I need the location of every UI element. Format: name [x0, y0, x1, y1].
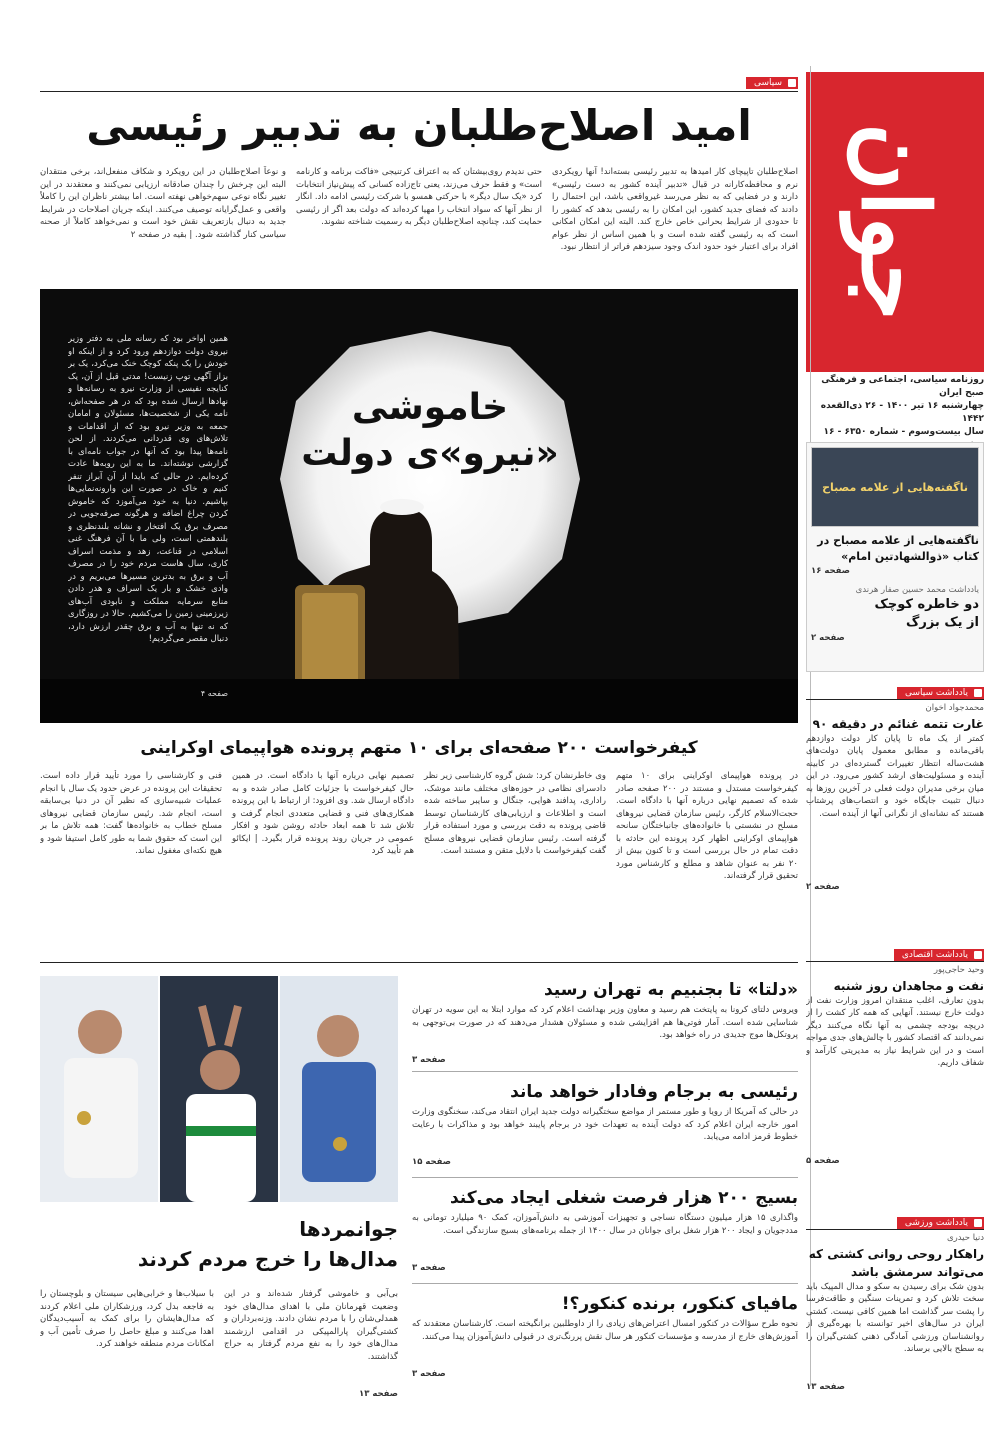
- economic-label: یادداشت اقتصادی: [894, 949, 984, 961]
- note-page: صفحه ۲: [811, 633, 845, 643]
- brief-page-ref: صفحه ۳: [412, 1055, 446, 1065]
- note-title-line: دو خاطره کوچک: [874, 597, 979, 612]
- sports-column: با سیلاب‌ها و خرابی‌هایی سیستان و بلوچستان را به فاجعه بدل کرد، ورزشکاران ملی اعلام کردند که مدال‌هایشان را برای کمک به آسیب‌دیدگان اهدا می‌کنند و مبلغ حاصل را صرف تأمین آب و امکانات مردم منطقه خواهند کرد.: [40, 1289, 214, 1349]
- brief-headline[interactable]: مافیای کنکور، برنده کنکور؟!: [561, 1294, 798, 1314]
- economic-text: بدون تعارف، اغلب منتقدان امروز وزارت نفت از دولت خارج نیستند. آنهایی که همه کار کشت را از دریچه بودجه چشمی به آنها نگاه می‌کنند دیگر نمی‌دانند که اقتصاد کشور با چالش‌های جدی مواجه است و در این شرایط نیاز به مدیریتی کارآمد و شفاف داریم.: [806, 995, 984, 1068]
- political-page: صفحه ۲: [806, 881, 840, 892]
- brief-text: در حالی که آمریکا از رویا و طور مستمر از مواضع سختگیرانه دولت جدید ایران انتقاد می‌کند، سخنگوی وزارت امور خارجه ایران اعلام کرد که دولت آینده به تعهدات خود در برجام پایبند خواهد بود و مذاکرات با رعایت خطوط قرمز ادامه می‌یابد.: [412, 1107, 798, 1142]
- book-cover-image: [811, 447, 979, 527]
- economic-note[interactable]: [806, 942, 984, 1167]
- ukraine-body: [40, 770, 798, 970]
- ukraine-story[interactable]: [40, 734, 798, 970]
- masthead-logo[interactable]: [806, 72, 984, 372]
- brief-headline[interactable]: رئیسی به برجام وفادار خواهد ماند: [510, 1082, 798, 1102]
- note-title-line: از یک بزرگ: [906, 615, 979, 630]
- economic-author: وحید حاجی‌پور: [933, 965, 984, 975]
- horizontal-divider: [40, 962, 798, 963]
- political-text: کمتر از یک ماه تا پایان کار دولت دوازدهم باقی‌مانده و مطابق معمول پایان دولت‌های هشت‌ساله انتظار تغییرات گسترده‌ای در کابینه آینده و مسئولیت‌های ارشد کشور می‌رود. در این میان برخی مدیران دولت فعلی در آخرین روزها به دنبال تثبیت جایگاه خود و انتصاب‌های پرشتاب هستند که نشانه‌ای از نگرانی آنها از آینده است.: [806, 733, 984, 819]
- sports-story[interactable]: [40, 1214, 398, 1401]
- feature-title-line: خاموشی: [351, 387, 509, 428]
- lead-column: اصلاح‌طلبان تا‌پیچای کار امیدها به تدبیر رئیسی بسته‌اند! آنها رویکردی نرم و محافظه‌کارانه در قبال «تدبیر آینده کشور به دست رئیسی» دارند و در فضایی که به نظر می‌رسد غیرواقعی باشد، این احتمال را دادند که فضای جدید کشور، این امکان را به رئیسی بدهد که کشور را تا حدودی از شرایط بحرانی خاص خارج کند. البته این امکان امکانی است که به رئیسی گفته شده است و با همین اساس از نظر عوام افراد برای اعتبار خود حدود اندک وجود سیزدهم فراتر از انتظار نبود.: [552, 167, 798, 252]
- ukraine-column: تصمیم نهایی درباره آنها با دادگاه است. در همین حال کیفرخواست با جزئیات کامل صادر شده و به دادگاه ارسال شد. وی افزود: از ارتباط با این پرونده همکاری‌های فنی و قضایی متعددی انجام گرفت و تلاش شد تا همه ابعاد حادثه روشن شود و افکار عمومی در جریان روند پرونده قرار بگیرد. | ایکائو هم تأیید کرد: [232, 771, 414, 856]
- lead-column: حتی ندیدم روی‌بیشتان که به اعتراف کرتنیجی «فاکت برنامه و کارنامه است» و فقط حرف می‌زند، یعنی تاج‌زاده کسانی که پیش‌نیاز انتخابات کرد «یک سال دیگر» با حرکتی همسو با شرکت رئیسی ادامه داد. انگار از نظر آنها که سواد انتخاب را مهیا کرده‌اند که دولت بعد اگر از رئیسی حمایت کند، چنانچه اصلاح‌طلبان دیگر به رسمیت شناخته نشوند.: [296, 167, 542, 227]
- news-briefs: [412, 976, 798, 1390]
- brief-text: ویروس دلتای کرونا به پایتخت هم رسید و معاون وزیر بهداشت اعلام کرد که موارد ابتلا به این سویه در تهران شناسایی شده است. آمار فوتی‌ها هم افزایشی شده و مسئولان هشدار می‌دهند که در صورت بی‌توجهی به پروتکل‌ها موج جدیدی در راه خواهد بود.: [412, 1005, 798, 1040]
- ukraine-headline[interactable]: کیفرخواست ۲۰۰ صفحه‌ای برای ۱۰ متهم پرونده هواپیمای اوکراینی: [140, 738, 698, 758]
- book-title[interactable]: ناگفته‌هایی از علامه مصباح در کتاب «ذوالشهادتین امام»: [817, 534, 979, 563]
- brief-page-ref: صفحه ۳: [412, 1263, 446, 1273]
- economic-page: صفحه ۵: [806, 1155, 840, 1166]
- ukraine-column: وی خاطرنشان کرد: شش گروه کارشناسی زیر نظر دادسرای نظامی در حوزه‌های مختلف مانند موشک، راداری، پدافند هوایی، جنگال و سایبر ساخته شده است و اطلاعات و ارزیابی‌های کارشناسان توسط قاضی پرونده به دقت بررسی و مورد استفاده قرار گرفته است. رئیس سازمان قضایی نیروهای مسلح گفت کیفرخواست با دلایل متقن و مستند است.: [424, 771, 606, 856]
- info-line: سال بیست‌وسوم - شماره ۶۳۵۰ - ۱۶: [823, 427, 984, 437]
- lead-story[interactable]: [40, 70, 798, 286]
- sports-note-page: صفحه ۱۳: [806, 1381, 845, 1392]
- athletes-photo: [40, 976, 398, 1202]
- book-page: صفحه ۱۶: [811, 566, 850, 576]
- economic-title[interactable]: نفت و مجاهدان روز شنبه: [833, 978, 984, 993]
- lead-column: و نوعاً اصلاح‌طلبان در این رویکرد و شکاف منفعل‌اند، برخی منتقدان البته این چرخش را چندان صادقانه ارزیابی نمی‌کنند و معتقدند در این تغییر نگاه نوعی سهم‌خواهی نهفته است. اما بیشتر ناظران این را کاملاً واقعی و عمل‌گرایانه توصیف می‌کنند. اینکه جریان اصلاحات در شرایط جدید به دنبال بازتعریف نقش خود است و نمی‌خواهد کاملاً از صحنه سیاسی کنار گذاشته شود. | بقیه در صفحه ۲: [40, 167, 286, 240]
- note-title[interactable]: [811, 596, 979, 632]
- sports-note[interactable]: [806, 1210, 984, 1393]
- section-label-political: سیاسی: [746, 77, 798, 89]
- feature-page-ref: صفحه ۴: [200, 689, 228, 698]
- sports-headline-line: جوانمردها: [299, 1217, 398, 1241]
- brief-page-ref: صفحه ۳: [412, 1369, 446, 1379]
- brief-jcpoa[interactable]: [412, 1078, 798, 1178]
- sports-photo[interactable]: [40, 976, 398, 1202]
- political-title[interactable]: غارت تتمه غنائم در دقیقه ۹۰: [812, 716, 984, 731]
- political-author: محمدجواد اخوان: [925, 703, 984, 713]
- sports-body: [40, 1288, 398, 1388]
- ukraine-column: فنی و کارشناسی را مورد تأیید قرار داده است. تحقیقات این پرونده در عرض حدود یک سال با انجام عملیات شبیه‌سازی که نظیر آن در دنیا بی‌سابقه است، انجام شد. رئیس سازمان قضایی نیروهای مسلح خطاب به خانواده‌ها گفت: همه تلاش ما بر این است که حقوق شما به طور کامل استیفا شود و هیچ نکته‌ای مغفول نماند.: [40, 771, 222, 856]
- newspaper-page: [40, 66, 984, 1399]
- political-label: یادداشت سیاسی: [897, 687, 984, 699]
- brief-text: نحوه طرح سؤالات در کنکور امسال اعتراض‌های زیادی را از داوطلبین برانگیخته است. کارشناسان معتقدند که آموزش‌های خارج از مدرسه و مؤسسات کنکور هر سال نقش پررنگ‌تری در قبولی دانش‌آموزان پیدا می‌کنند.: [412, 1319, 798, 1342]
- info-line: روزنامه سیاسی، اجتماعی و فرهنگی صبح ایران: [821, 375, 984, 398]
- ukraine-column: در پرونده هواپیمای اوکراینی برای ۱۰ متهم کیفرخواست مستدل و مستند در ۲۰۰ صفحه صادر شده که تصمیم نهایی درباره آنها با دادگاه است. حجت‌الاسلام کارگر، رئیس سازمان قضایی نیروهای مسلح در نشستی با خانواده‌های جانباختگان سانحه هواپیمای اوکراینی اظهار کرد پرونده این حادثه با دقت تمام در حال بررسی است و تا کنون بیش از ۲۰ نفر به عنوان شاهد و مطلع و کارشناس مورد تحقیق قرار گرفته‌اند.: [616, 771, 798, 881]
- sports-author: دنیا حیدری: [946, 1233, 984, 1243]
- sports-note-title[interactable]: راهکار روحی روانی کشتی که می‌تواند سرمشق باشد: [808, 1246, 984, 1279]
- sports-column: بی‌آبی و خاموشی گرفتار شده‌اند و در این وضعیت قهرمانان ملی با اهدای مدال‌های خود همدلی‌شان را با مردم نشان دادند. وزنه‌برداران و کشتی‌گیران پارالمپیکی در اقدامی ارزشمند مدال‌های خود را به نفع مردم گرفتار به حراج گذاشتند.: [224, 1289, 398, 1362]
- political-note[interactable]: [806, 680, 984, 893]
- brief-basij[interactable]: [412, 1184, 798, 1284]
- brief-konkur[interactable]: [412, 1290, 798, 1390]
- brief-page-ref: صفحه ۱۵: [412, 1157, 451, 1167]
- brief-headline[interactable]: «دلتا» تا بجنبیم به تهران رسید: [543, 980, 798, 1000]
- feature-title-line: «نیرو»ی دولت: [301, 433, 559, 474]
- lead-body: [40, 166, 798, 286]
- sidebar-book-box[interactable]: [806, 442, 984, 672]
- brief-headline[interactable]: بسیج ۲۰۰ هزار فرصت شغلی ایجاد می‌کند: [449, 1188, 798, 1208]
- sports-headline[interactable]: [40, 1214, 398, 1274]
- brief-text: واگذاری ۱۵ هزار میلیون دستگاه نساجی و تجهیزات آموزشی به دانش‌آموزان، کمک ۹۰ میلیارد تومانی به مددجویان و ایجاد ۲۰۰ هزار شغل برای جوانان در سال ۱۴۰۰ از جمله برنامه‌های بسیج سازندگی است.: [412, 1213, 798, 1236]
- logo-text: جوان: [841, 123, 949, 321]
- feature-title[interactable]: [290, 385, 570, 477]
- brief-delta[interactable]: [412, 976, 798, 1072]
- note-label: یادداشت محمد حسین صفار هرندی: [855, 584, 979, 595]
- feature-text: همین اواخر بود که رسانه ملی به دفتر وزیر نیروی دولت دوازدهم ورود کرد و از اینکه او خودش را یک پنکه کوچک خنک می‌کرد، یک بر بزاز آگهی توپ زنیست! مدتی قبل از آن، یک کنایجه نفیسی از وزارت نیرو به رسانه‌ها و نهادها ارسال شده بود که در هر صفحه‌اش، نامه یکی از شخصیت‌ها، مسئولان و امامان جمعه به وزیر نیرو بود که از اقدامات و تلاش‌های وی قدردانی می‌کردند. از لحن نامه‌ها پیدا بود که آنها در جواب نامه‌ای با گزارشی نوشته‌اند. ما به این روبه‌ها عادت کرده‌ایم. در حالی که بایدا از آن آبراز تنفر کنیم و خاک در صورت این وارونه‌نمایی‌ها بپاشیم. دنیا به خود می‌آموزد که خاموش کردن چراغ اضافه و هرگونه صرفه‌جویی در مصرف برق یک افتخار و نشانه بلندنظری و بلندهمتی است، ولی ما با آن فرهنگ غنی اسلامی در قناعت، زهد و مذمت اسراف کاری، سال هاست مردم خود را در مصرف آب و برق به بدترین مسیرها می‌بریم و در وادی خشک و بار یک اسراف و هدر دادن منابع سرمایه مملکت و نابودی آب‌های زیرزمینی زمین را می‌کشیم. حالا در روزگاری که نه تنها به آب و برق چقدر ارزش دارد، دنبال مقصر می‌گردیم!: [68, 334, 228, 644]
- sports-label: یادداشت ورزشی: [897, 1217, 984, 1229]
- book-cover-text: ناگفته‌هایی از علامه مصباح: [822, 480, 968, 494]
- feature-photo-block[interactable]: [40, 289, 798, 723]
- sports-note-text: بدون شک برای رسیدن به سکو و مدال المپیک باید سخت تلاش کرد و تمرینات سنگین و طاقت‌فرسا را پشت سر گذاشت اما همین کافی نیست. کشتی ایران در سال‌های اخیر توانسته با بهره‌گیری از روانشناسان ورزشی آمادگی ذهنی کشتی‌گیران را به سطح بالایی برساند.: [806, 1281, 984, 1354]
- sports-headline-line: مدال‌ها را خرج مردم کردند: [137, 1247, 398, 1271]
- lead-headline[interactable]: امید اصلاح‌طلبان به تدبیر رئیسی: [86, 101, 752, 150]
- sports-page-ref: صفحه ۱۳: [359, 1389, 398, 1399]
- info-line: چهارشنبه ۱۶ تیر ۱۴۰۰ - ۲۶ ذی‌القعده ۱۴۴۲: [820, 401, 984, 424]
